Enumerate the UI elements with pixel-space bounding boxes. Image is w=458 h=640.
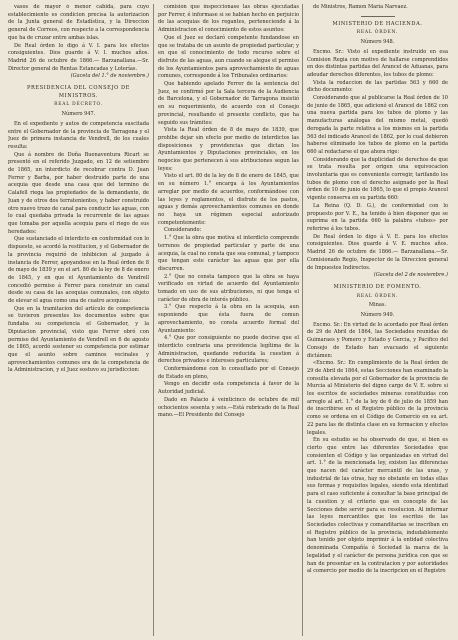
- column-divider: [302, 4, 303, 636]
- section-subheading: REAL ÓRDEN.: [356, 293, 399, 299]
- section-heading: MINISTERIO DE FOMENTO.: [333, 283, 422, 290]
- paragraph: Vista la redaccion de las partidas 563 y 660 de dicho documento:: [307, 79, 448, 94]
- section-subheading: REAL DECRETO.: [54, 102, 103, 108]
- paragraph: Que el Juez se declaró competente fundandose en que se trataba de un asunto de propiedad particular, y en que el conocimiento de todo recurso sobre el disfrute de las aguas, aun cuando se alegue el permiso de los Ayuntamientos para aprovechamiento de aguas comunes, corresponde á los Tribunales ordinarios:: [158, 34, 299, 80]
- paragraph: 1.° Que la obra que motiva el interdicto comprende terrenos de propiedad particular y parte de una acequia, la cual no consta que sea comunal, y tampoco que tengan este carácter las aguas que por ella discurren.: [158, 235, 299, 272]
- gazette-citation: (Gaceta del 1.° de noviembre.): [70, 73, 149, 80]
- paragraph: Conformándome con lo consultado por el Consejo de Estado en pleno,: [158, 366, 299, 380]
- paragraph: Considerando que al publicarse la Real órden de 10 de junio de 1865, que adicionó el Arancel de 1862 con una nueva partida para los tubos de plomo y las manufacturas análogas del mismo metal, quedó derogada la parte relativa a los mismos en la partida 563 del indicado Arancel de 1862, por lo cual debieron haberse eliminado los tubos de plomo en la partida 660 al redactarse el que ahora rige:: [307, 95, 448, 155]
- paragraph: La Reina (Q. D. G.), de conformidad con lo propuesto por V. E., ha tenido á bien disponer que se suprima en la partida 660 la palabra «tubos» por referirse á los tubos.: [307, 202, 448, 232]
- paragraph: Considerando:: [164, 227, 202, 234]
- section-heading: MINISTERIO DE HACIENDA.: [332, 20, 423, 27]
- document-number: Número 947.: [61, 111, 96, 118]
- paragraph: Que á nombre de Doña Buenaventura Ricart se presentó en el referido Juzgado, en 12 de setiembre de 1865, un interdicto de recobrar contra D. Juan Ferrer y Barba, por haber destruido parte de una acequia que desde una casa que del termino de Calafell riega las propiedades de la demandante, de Juan y de otros dos terratenientes, y haber construido otro nuevo trozo de canal para conducir las aguas, con lo cual quedaba privada la recurrente de las aguas que tomaba por aquella acequia para el riego de sus heredades:: [8, 151, 149, 235]
- paragraph: 2.° Que no consta tampoco que la obra se haya verificado en virtud de acuerdo del Ayuntamiento tomado en uso de sus atribuciones, ni que tenga el carácter de obra de interés público.: [158, 273, 299, 303]
- section-separator: [361, 16, 395, 17]
- column-divider: [153, 4, 154, 636]
- paragraph: «Excmo. Sr.: En cumplimiento de la Real órden de 29 de Abril de 1864, estas Secciones han examinado la consulta elevada por el Gobernador de la provincia de Murcia al Ministerio del digno cargo de V. E. sobre si los escritos de sociedades mineras constituidas con arreglo al art. 1.° de la ley de 6 de julio de 1859 han de inscribirse en el Registro público de la provincia como se ordena en el Código de Comercio en su art. 22 para las de distinta clase en su formacion y efectos legales.: [307, 360, 448, 436]
- paragraph: Que en la tramitacion del artículo de competencia se tuvieron presentes los documentos sobre que fundaba su competencia el Gobernador, y la Diputacion provincial, visto que Ferrer obró con permiso del Ayuntamiento de Vendrell en 6 de agosto de 1865, acordó sostener su competencia por estimar que el asunto sobre caminos vecinales y aprovechamientos comunes era de la competencia de la Administracion, y el Juez sostuvo su jurisdiccion:: [8, 305, 149, 374]
- paragraph: Que habiendo apelado Ferrer de la sentencia del Juez, se confirmó por la Sala tercera de la Audiencia de Barcelona, y el Gobernador de Tarragona insistió en su requerimiento, de acuerdo con el Consejo provincial, resultando el presente conflicto, que ha seguido sus trámites:: [158, 81, 299, 126]
- paragraph: Considerando que la duplicidad de derechos de que se trata resulta por origen una equivocacion involuntaria que es conveniente corregir, tarifando los tubos de plomo con el derecho asignado por la Real órden de 10 de junio de 1865, lo que el propio Arancel vigente conserva en su partida 660:: [307, 156, 448, 202]
- paragraph: Excmo. Sr.: En virtud de lo acordado por Real órden de 29 de Abril de 1864, las Sociedades reunidas de Guimaraes y Pomero y Estado y Gercia, y Pacifico del Consejo de Estado han evacuado el siguiente dictámen:: [307, 321, 448, 359]
- paragraph: De Real órden lo digo á V. E. para los efectos consiguientes. Dios guarde á V. E. muchos años. Madrid 26 de octubre de 1866.— Barzanallana.—Sr. Comisionado Regio, Inspector de la Direccion general de Impuestos Indirectos.: [307, 233, 448, 271]
- paragraph: Vista la Real órden de 8 de mayo de 1839, que prohibe dejar sin efecto por medio de interdictos las disposiciones y providencias que dictan los Ayuntamientos y Diputaciones provinciales, en los negocios que pertenecen á sus atribuciones segun las leyes:: [158, 127, 299, 172]
- paragraph: comision que inspeccionase las obras ejecutadas por Ferrer, é informase si se habian hecho en perjuicio de las acequias de los regantes, perteneciendo á la Administracion el conocimiento de estos asuntos:: [158, 4, 299, 34]
- paragraph: 4.° Que por consiguiente no puede decirse que el interdicto contraria una providencia legítima de la Administracion, quedando reducida la cuestion á derechos privados e intereses particulares;: [158, 335, 299, 365]
- paragraph: En su estudio se ha observado de que, si bien es cierto que entre las diferentes Sociedades que consienten el Código y las organizadas en virtud del art. 1.° de la mencionada ley, existen las diferencias que nacen del carácter mercantil de las unas, y industrial de las otras, hay no obstante en todas ellas sus formas y requisitos legales, siendo esta identidad para el caso suficiente á consultar la base principal de la cuestion y el criterio que en concepto de las Secciones debe servir para su resolucion. Al informar las leyes mercantiles que los escritos de las Sociedades colectivas y comanditarias se inscriban en el Registro público de la provincia, indudablemente han tenido por objeto imprimir á la entidad colectiva denominada Compañía ó Sociedad la marca de la legalidad y el carácter de persona jurídica con que se han de presentar en la contratacion y por autoridades al comercio por medio de la inscripcion en el Registro: [307, 437, 448, 575]
- column-middle: [158, 4, 299, 636]
- paragraph: De Real órden lo digo á V. I. para los efectos consiguientes. Dios guarde á V. I. muchos años. Madrid 26 de octubre de 1866.— Barzanallana.—Sr. Director general de Rentas Estancadas y Loterías.: [8, 42, 149, 72]
- section-subheading: REAL ÓRDEN.: [356, 30, 399, 36]
- column-right: [307, 4, 448, 636]
- paragraph: Excmo. Sr.: Visto el expediente instruido en esa Comision Regia con motivo de hallarse comprendidos en dos distintas partidas del Arancel de Aduanas, para adeudar derechos diferentes, los tubos de plomo:: [307, 48, 448, 78]
- document-number: Minas.: [368, 302, 387, 309]
- document-number: Número 948.: [360, 39, 395, 46]
- paragraph: Dado en Palacio á veinticinco de octubre de mil ochocientos sesenta y seis.—Está rubricado de la Real mano.—El Presidente del Consejo: [158, 396, 299, 419]
- column-left: [8, 4, 149, 636]
- paragraph: vasos de mayor ó menor cabida, para cuyo establecimiento es condicion precisa la autorizacion de la Junta general de Estadística, y la Direccion general de Correos, con respecto a la correspondencia que ha de cruzar entre ambas islas.: [8, 4, 149, 41]
- document-number: Número 949.: [360, 312, 395, 319]
- gazette-citation: (Gaceta del 2 de noviembre.): [373, 272, 448, 279]
- paragraph: Vengo en decidir esta competencia á favor de la Autoridad judicial.: [158, 381, 299, 396]
- paragraph: Visto el art. 80 de la ley de 8 de enero de 1845, que en su número 1.° encarga á los Ayuntamientos arreglar por medio de acuerdos, conformándose con las leyes y reglamentos, el disfrute de los pastos, aguas y demás aprovechamientos comunes en donde no haya un régimen especial autorizado competentemente:: [158, 173, 299, 226]
- paragraph: En el expediente y autos de competencia suscitada entre el Gobernador de la provincia de Tarragona y el Juez de primera instancia de Vendrell, de los cuales resulta:: [8, 120, 149, 150]
- section-heading: PRESIDENCIA DEL CONSEJO DE MINISTROS.: [27, 85, 130, 99]
- paragraph: 3.° Que respecto á la obra en la acequia, aun suponiendo que ésta fuera de comun aprovechamiento, no consta acuerdo formal del Ayuntamiento:: [158, 304, 299, 334]
- paragraph: de Ministros, Ramon María Narvaez.: [313, 4, 408, 10]
- paragraph: Que sustanciado el interdicto en conformidad con lo dispuesto, se acordó la restitucion, y el Gobernador de la provincia requirió de inhibicion al juzgado á instancia de Ferrer, apoyandose en la Real órden de 8 de mayo de 1839 y en el art. 80 de la ley de 8 de enero de 1845, y en que el Ayuntamiento de Vendrell concedió permiso á Ferrer para construir un canal desde su casa de las acequias comunales, con objeto de elevar el agua como una de cuatro acequias:: [8, 236, 149, 305]
